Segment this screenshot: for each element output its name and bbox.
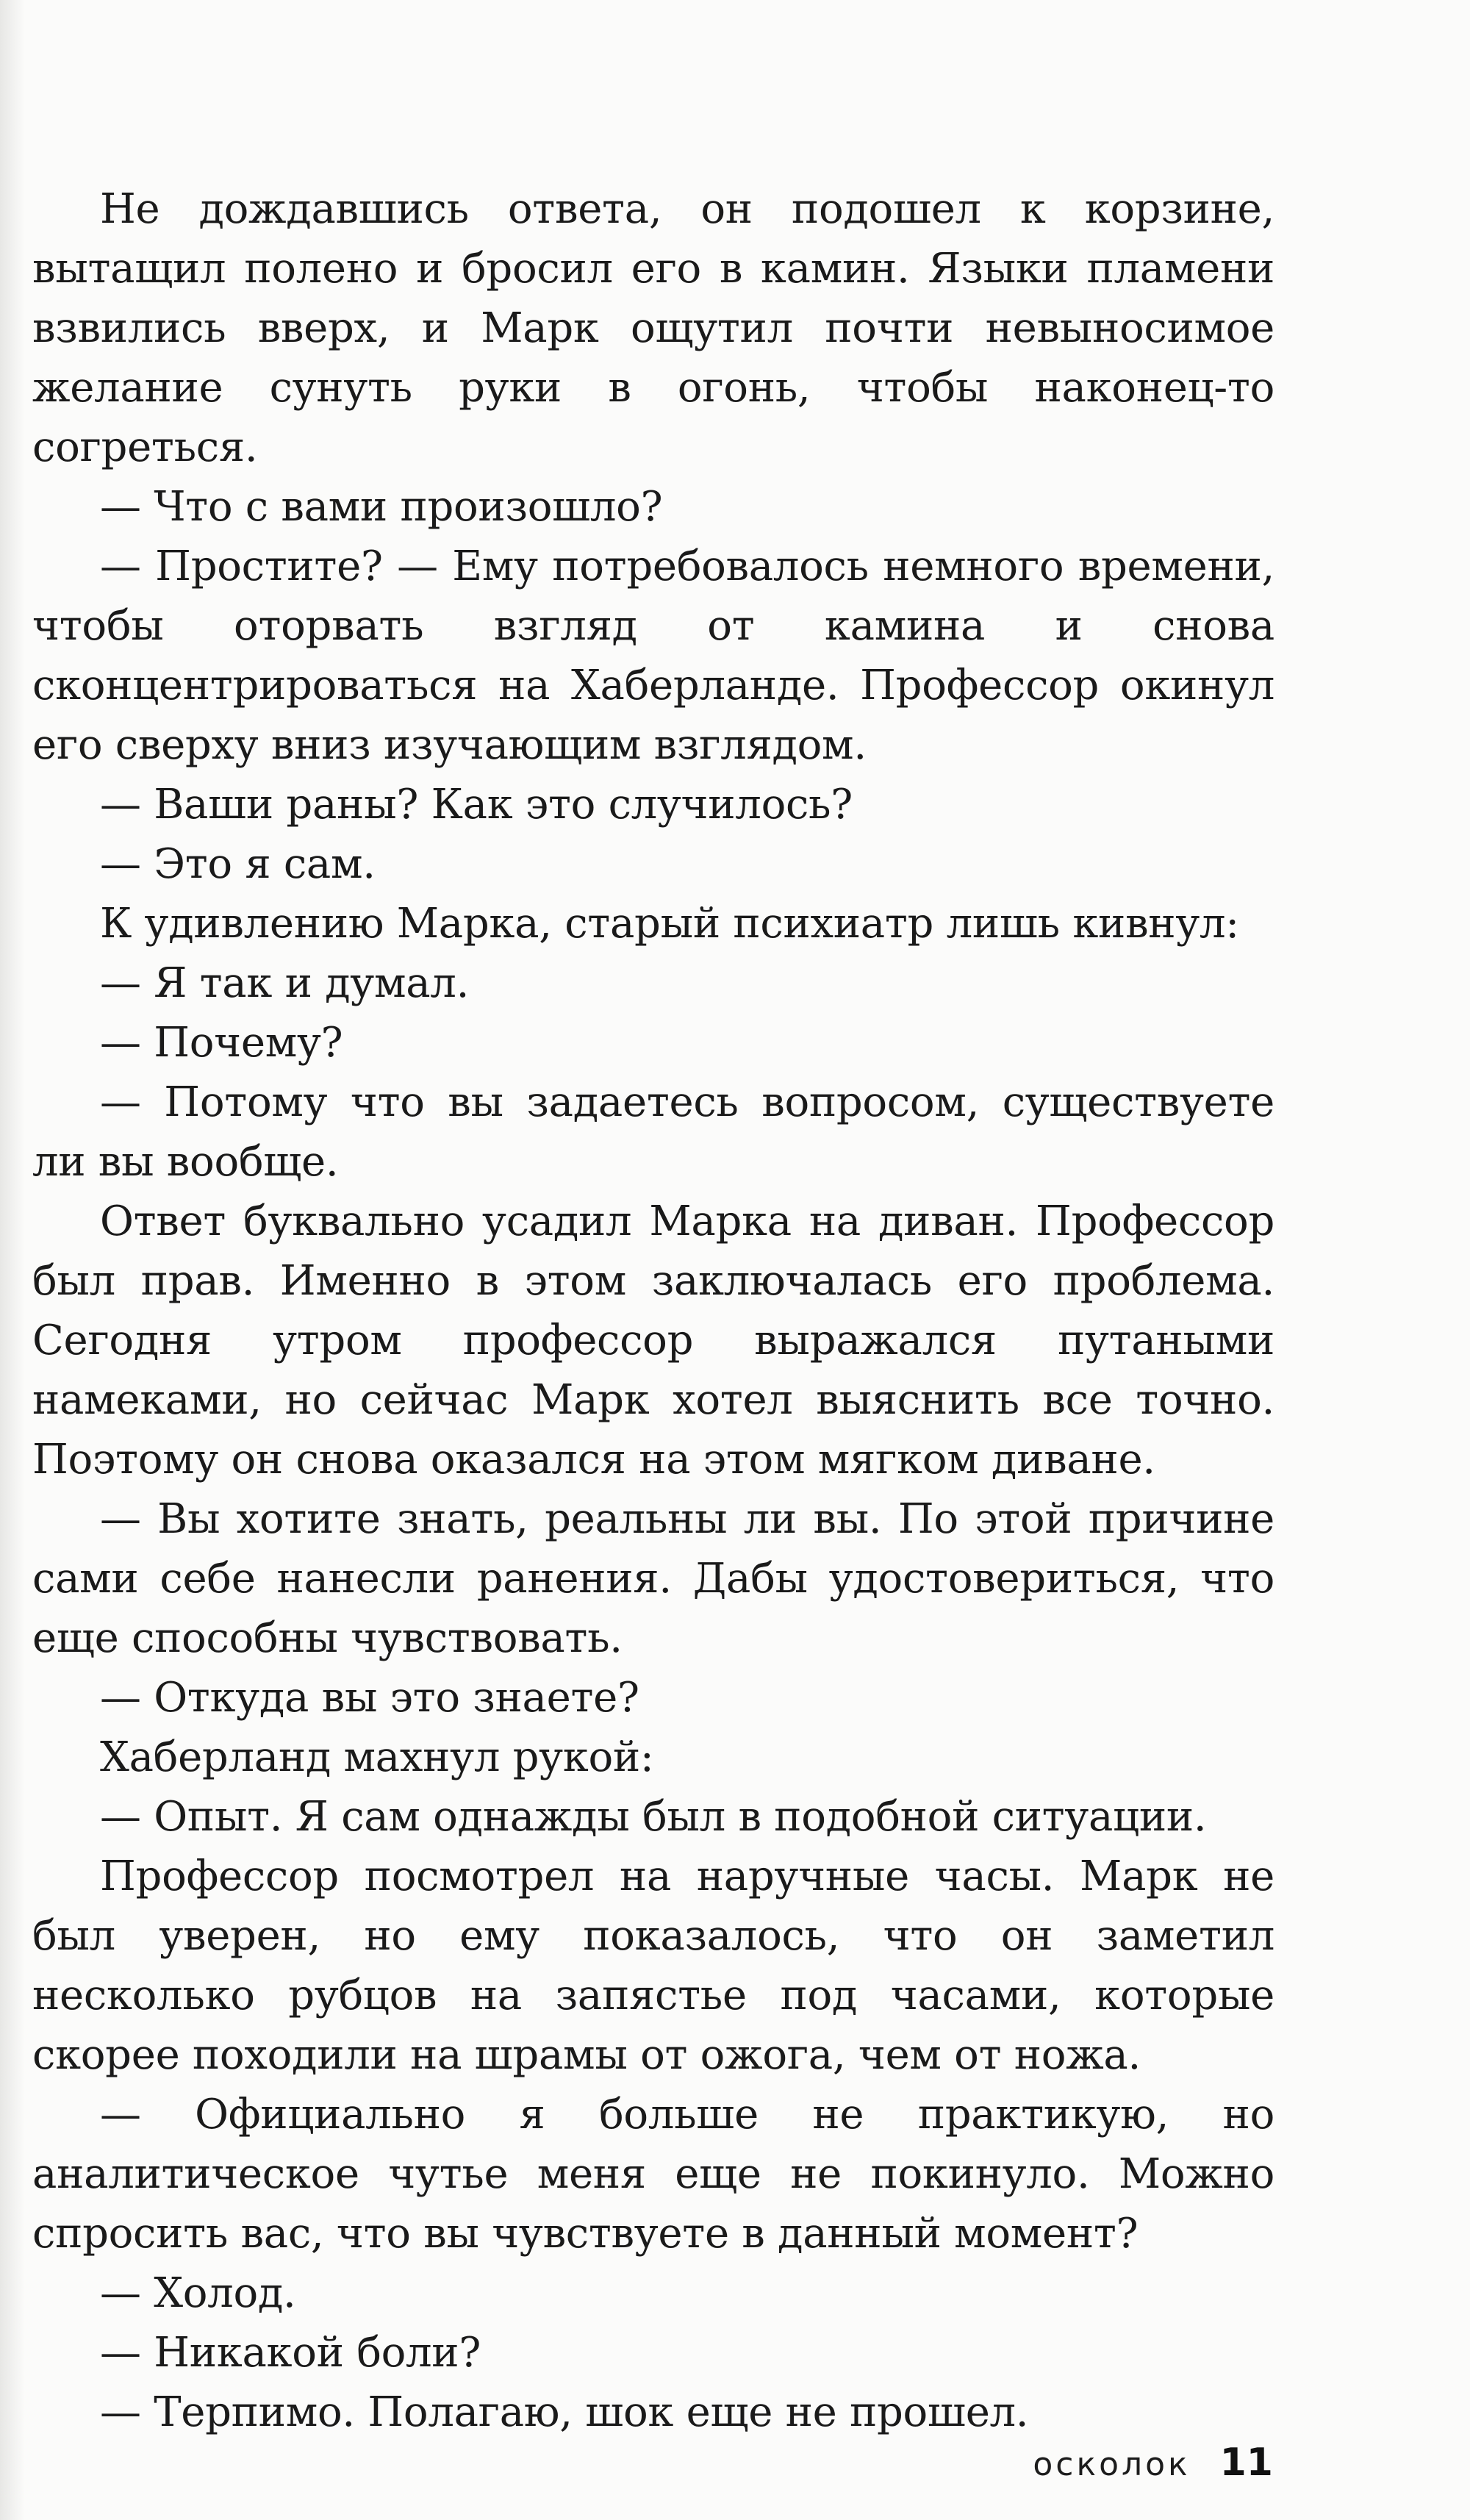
dialogue-line: — Потому что вы задаетесь вопросом, существуете ли вы вообще. [32, 1078, 1274, 1186]
paragraph: К удивлению Марка, старый психиатр лишь кивнул: [100, 900, 1239, 948]
book-title: осколок [1033, 2446, 1191, 2483]
dialogue-line: — Холод. [100, 2269, 296, 2317]
dialogue-line: — Терпимо. Полагаю, шок еще не прошел. [100, 2388, 1029, 2436]
paragraph: — Простите? — Ему потребовалось немного времени, чтобы оторвать взгляд от камина и снова сконцентрироваться на Хаберланде. Профессор окинул его сверху вниз изучающим взглядом. [32, 543, 1274, 769]
body-text [32, 179, 1274, 2442]
dialogue-line: — Ваши раны? Как это случилось? [100, 781, 853, 828]
running-footer [1033, 2441, 1273, 2485]
dialogue-line: — Что с вами произошло? [100, 483, 663, 531]
paragraph: Не дождавшись ответа, он подошел к корзине, вытащил полено и бросил его в камин. Языки пламени взвились вверх, и Марк ощутил почти невыносимое желание сунуть руки в огонь, чтобы наконец-то согреться. [32, 185, 1274, 471]
dialogue-line: — Откуда вы это знаете? [100, 1674, 639, 1722]
page-number: 11 [1219, 2441, 1273, 2485]
dialogue-line: — Это я сам. [100, 840, 376, 888]
scan-edge-shadow [0, 0, 25, 2520]
paragraph: Ответ буквально усадил Марка на диван. Профессор был прав. Именно в этом заключалась его проблема. Сегодня утром профессор выражался путаными намеками, но сейчас Марк хотел выяснить все точно. Поэтому он снова оказался на этом мягком диване. [32, 1198, 1274, 1483]
dialogue-line: — Никакой боли? [100, 2329, 481, 2377]
paragraph: Профессор посмотрел на наручные часы. Марк не был уверен, но ему показалось, что он заметил несколько рубцов на запястье под часами, которые скорее походили на шрамы от ожога, чем от ножа. [32, 1853, 1274, 2079]
paragraph: Хаберланд махнул рукой: [100, 1733, 654, 1781]
dialogue-line: — Официально я больше не практикую, но аналитическое чутье меня еще не покинуло. Можно спросить вас, что вы чувствуете в данный момент? [32, 2091, 1274, 2258]
dialogue-line: — Почему? [100, 1019, 343, 1067]
dialogue-line: — Опыт. Я сам однажды был в подобной ситуации. [100, 1793, 1207, 1841]
dialogue-line: — Я так и думал. [100, 959, 470, 1007]
dialogue-line: — Вы хотите знать, реальны ли вы. По этой причине сами себе нанесли ранения. Дабы удостовериться, что еще способны чувствовать. [32, 1495, 1274, 1662]
